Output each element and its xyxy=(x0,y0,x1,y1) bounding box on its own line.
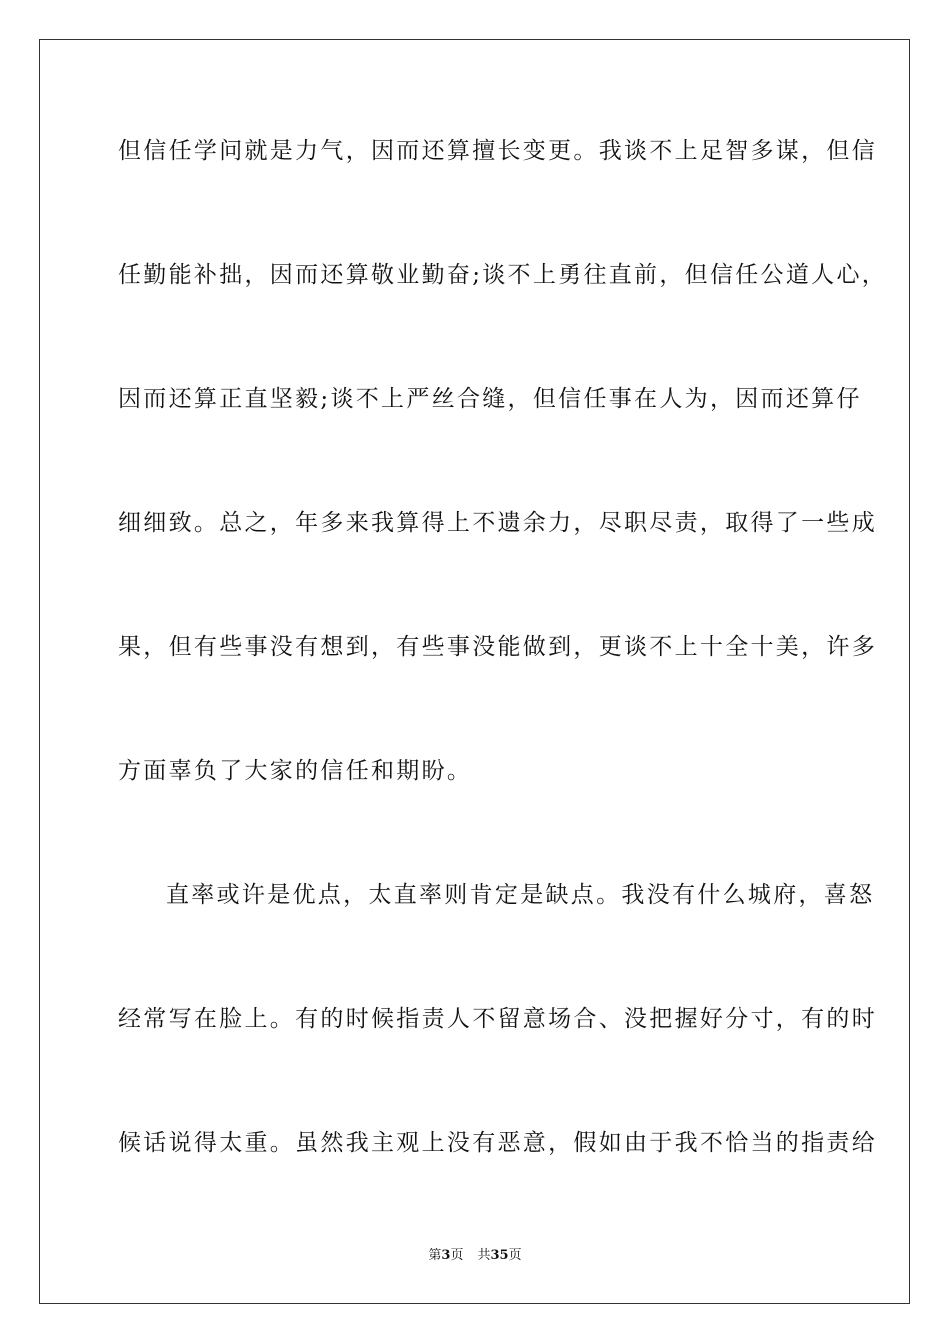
text-line-5: 果，但有些事没有想到，有些事没能做到，更谈不上十全十美，许多 xyxy=(118,634,877,660)
text-line-4: 细细致。总之，年多来我算得上不遗余力，尽职尽责，取得了一些成 xyxy=(118,510,877,536)
text-line-7-paragraph-start: 直率或许是优点，太直率则肯定是缺点。我没有什么城府，喜怒 xyxy=(166,882,875,908)
total-prefix: 共 xyxy=(477,1248,491,1263)
total-suffix: 页 xyxy=(508,1248,522,1263)
text-line-8: 经常写在脸上。有的时候指责人不留意场合、没把握好分寸，有的时 xyxy=(118,1006,877,1032)
page-prefix: 第 xyxy=(428,1248,442,1263)
text-line-9: 候话说得太重。虽然我主观上没有恶意，假如由于我不恰当的指责给 xyxy=(118,1130,877,1156)
text-line-3: 因而还算正直坚毅;谈不上严丝合缝，但信任事在人为，因而还算仔 xyxy=(118,386,862,412)
text-line-6: 方面辜负了大家的信任和期盼。 xyxy=(118,758,473,784)
page-footer xyxy=(0,1247,950,1265)
page-suffix: 页 xyxy=(450,1248,464,1263)
total-pages: 35 xyxy=(490,1248,509,1263)
document-body xyxy=(118,126,888,1242)
page-number: 3 xyxy=(441,1248,451,1263)
text-line-1: 但信任学问就是力气，因而还算擅长变更。我谈不上足智多谋，但信 xyxy=(118,138,877,164)
text-line-2: 任勤能补拙，因而还算敬业勤奋;谈不上勇往直前，但信任公道人心， xyxy=(118,262,888,288)
